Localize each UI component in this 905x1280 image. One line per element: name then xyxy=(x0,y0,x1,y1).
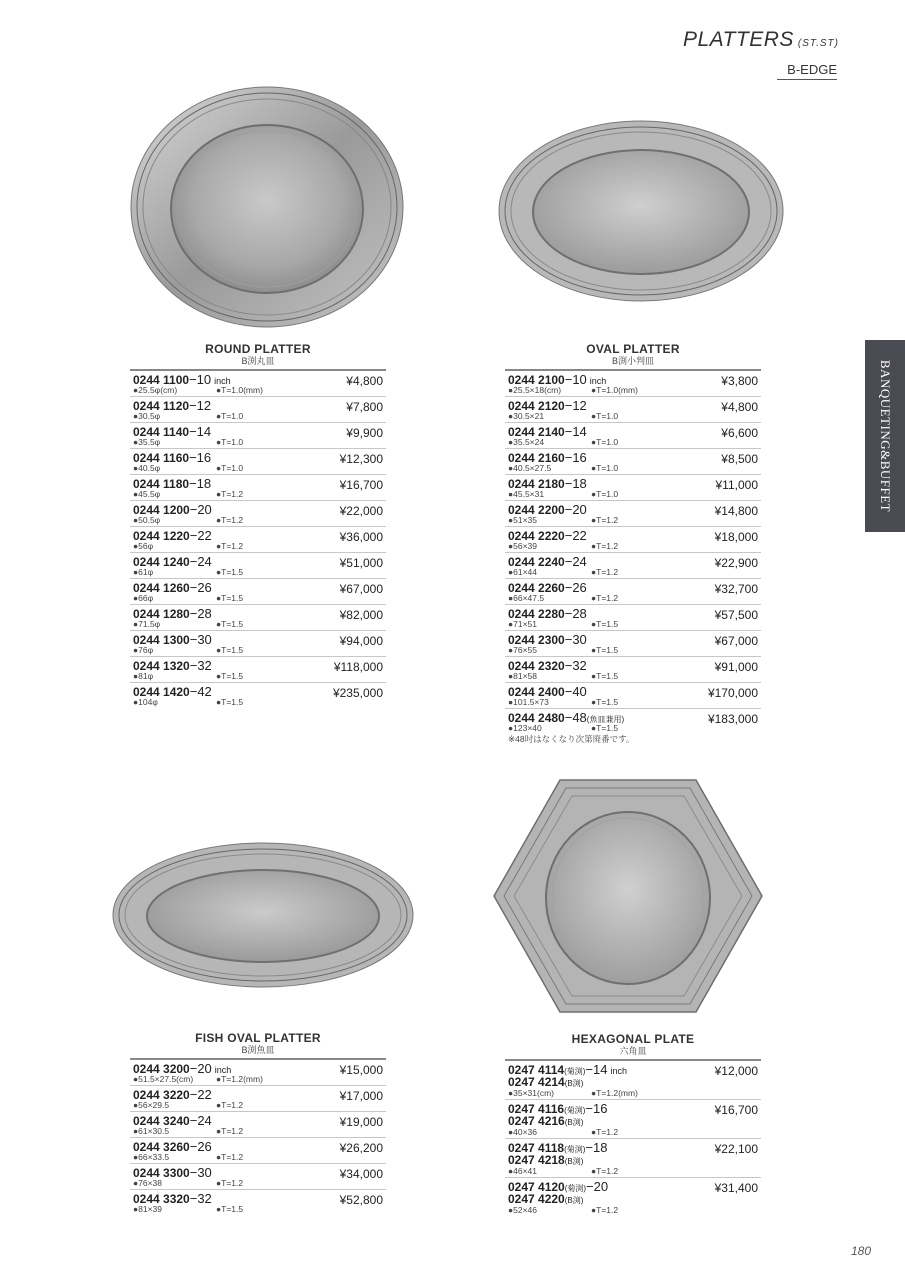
product-row[interactable] xyxy=(505,1100,761,1139)
product-row[interactable] xyxy=(505,475,761,501)
item-number: 0244 3240 xyxy=(133,1114,190,1128)
dimensions: ●81×58 xyxy=(508,671,538,681)
dimensions: ●56×39 xyxy=(508,541,538,551)
item-number: 0244 2300 xyxy=(508,633,565,647)
product-row[interactable] xyxy=(130,683,386,708)
rim-type: (菊渕) xyxy=(564,1184,587,1193)
item-number: 0244 2220 xyxy=(508,529,565,543)
item-number: 0244 2400 xyxy=(508,685,565,699)
round-platter-image xyxy=(128,84,406,330)
product-row[interactable] xyxy=(505,605,761,631)
size-inch: −32 xyxy=(564,658,587,673)
rim-type: (菊渕) xyxy=(564,1145,586,1154)
unit-label: inch xyxy=(589,376,607,386)
thickness: ●T=1.2 xyxy=(591,541,619,551)
size-inch: −20 xyxy=(586,1179,609,1194)
dimensions: ●81φ xyxy=(133,671,154,681)
price: ¥18,000 xyxy=(714,530,758,544)
thickness: ●T=1.0 xyxy=(591,411,619,421)
dimensions: ●76×55 xyxy=(508,645,538,655)
price: ¥51,000 xyxy=(339,556,383,570)
dimensions: ●66×47.5 xyxy=(508,593,545,603)
size-inch: −14 xyxy=(564,424,587,439)
item-number: 0244 2200 xyxy=(508,503,565,517)
dimensions: ●66×33.5 xyxy=(133,1152,170,1162)
product-row[interactable] xyxy=(130,423,386,449)
price: ¥22,100 xyxy=(714,1142,758,1156)
price: ¥118,000 xyxy=(333,660,383,674)
dimensions: ●25.5×18(cm) xyxy=(508,385,562,395)
dimensions: ●51.5×27.5(cm) xyxy=(133,1074,194,1084)
size-inch: −30 xyxy=(189,1165,212,1180)
price: ¥19,000 xyxy=(339,1115,383,1129)
product-row[interactable] xyxy=(505,371,761,397)
price: ¥91,000 xyxy=(714,660,758,674)
size-inch: −30 xyxy=(564,632,587,647)
fish-oval-platter-image xyxy=(110,840,416,990)
size-inch: −18 xyxy=(585,1140,608,1155)
size-inch: −24 xyxy=(564,554,587,569)
page-number: 180 xyxy=(850,1244,871,1258)
price: ¥235,000 xyxy=(332,686,383,700)
size-inch: −14 xyxy=(585,1062,608,1077)
price: ¥12,000 xyxy=(714,1064,758,1078)
size-inch: −20 xyxy=(564,502,587,517)
size-inch: −22 xyxy=(189,528,212,543)
rim-type-alt: (B渕) xyxy=(564,1079,584,1088)
thickness: ●T=1.5 xyxy=(216,671,244,681)
thickness: ●T=1.5 xyxy=(216,619,244,629)
price: ¥4,800 xyxy=(346,374,383,388)
product-row[interactable] xyxy=(130,1190,386,1215)
product-row[interactable] xyxy=(505,1139,761,1178)
hexagonal-plate-image xyxy=(492,776,764,1016)
thickness: ●T=1.0(mm) xyxy=(591,385,638,395)
thickness: ●T=1.5 xyxy=(216,697,244,707)
section-title: OVAL PLATTER xyxy=(586,342,680,356)
thickness: ●T=1.5 xyxy=(216,567,244,577)
item-number: 0244 2120 xyxy=(508,399,565,413)
dimensions: ●35.5×24 xyxy=(508,437,545,447)
price: ¥82,000 xyxy=(339,608,383,622)
section-title: FISH OVAL PLATTER xyxy=(195,1031,321,1045)
product-row[interactable] xyxy=(505,501,761,527)
price: ¥22,900 xyxy=(714,556,758,570)
dimensions: ●66φ xyxy=(133,593,154,603)
dimensions: ●51×35 xyxy=(508,515,538,525)
product-row[interactable] xyxy=(505,1178,761,1216)
section-title: ROUND PLATTER xyxy=(205,342,311,356)
product-list xyxy=(130,371,386,708)
page-subtitle: B-EDGE xyxy=(777,62,837,80)
dimensions: ●52×46 xyxy=(508,1205,538,1215)
product-row[interactable] xyxy=(130,553,386,579)
item-number: 0244 1260 xyxy=(133,581,190,595)
product-row[interactable] xyxy=(505,527,761,553)
thickness: ●T=1.0 xyxy=(216,437,244,447)
section-subtitle: 六角皿 xyxy=(505,1046,761,1061)
thickness: ●T=1.2 xyxy=(591,1205,619,1215)
round-platter-section xyxy=(130,343,386,708)
size-inch: −12 xyxy=(564,398,587,413)
size-inch: −16 xyxy=(564,450,587,465)
section-subtitle: B渕丸皿 xyxy=(130,356,386,371)
price: ¥3,800 xyxy=(721,374,758,388)
size-inch: −10 xyxy=(189,372,212,387)
thickness: ●T=1.5 xyxy=(591,619,619,629)
product-row[interactable] xyxy=(505,709,761,734)
dimensions: ●46×41 xyxy=(508,1166,538,1176)
thickness: ●T=1.5 xyxy=(216,645,244,655)
dimensions: ●71×51 xyxy=(508,619,538,629)
page-title-text: PLATTERS xyxy=(682,28,794,51)
size-inch: −10 xyxy=(564,372,587,387)
item-number: 0244 2180 xyxy=(508,477,565,491)
product-row[interactable] xyxy=(505,423,761,449)
thickness: ●T=1.5 xyxy=(591,645,619,655)
product-row[interactable] xyxy=(505,553,761,579)
dimensions: ●61×30.5 xyxy=(133,1126,170,1136)
price: ¥67,000 xyxy=(714,634,758,648)
item-number: 0244 2280 xyxy=(508,607,565,621)
item-number: 0244 2140 xyxy=(508,425,565,439)
dimensions: ●61φ xyxy=(133,567,154,577)
item-number: 0244 1300 xyxy=(133,633,190,647)
dimensions: ●101.5×73 xyxy=(508,697,549,707)
item-number: 0244 3260 xyxy=(133,1140,190,1154)
price: ¥34,000 xyxy=(339,1167,383,1181)
product-row[interactable] xyxy=(505,631,761,657)
unit-label: inch xyxy=(214,376,231,386)
product-row[interactable] xyxy=(505,579,761,605)
product-row[interactable] xyxy=(130,527,386,553)
thickness: ●T=1.0(mm) xyxy=(216,385,263,395)
price: ¥16,700 xyxy=(714,1103,758,1117)
dimensions: ●56×29.5 xyxy=(133,1100,170,1110)
item-number: 0244 1160 xyxy=(133,451,190,465)
thickness: ●T=1.2 xyxy=(216,489,244,499)
hexagonal-plate-section xyxy=(505,1033,761,1216)
dimensions: ●61×44 xyxy=(508,567,538,577)
product-row[interactable] xyxy=(505,1061,761,1100)
size-inch: −42 xyxy=(189,684,212,699)
item-number: 0244 2160 xyxy=(508,451,565,465)
price: ¥14,800 xyxy=(714,504,758,518)
item-number-alt: 0247 4218 xyxy=(508,1153,565,1167)
page-title-sub: (ST.ST) xyxy=(797,38,839,49)
size-inch: −26 xyxy=(564,580,587,595)
item-number-alt: 0247 4220 xyxy=(508,1192,565,1206)
thickness: ●T=1.2 xyxy=(216,541,244,551)
price: ¥22,000 xyxy=(339,504,383,518)
section-subtitle: B渕魚皿 xyxy=(130,1045,386,1060)
item-number: 0244 2100 xyxy=(508,373,565,387)
dimensions: ●123×40 xyxy=(508,723,542,733)
discontinued-note: ※48吋はなくなり次第廃番です。 xyxy=(508,734,635,744)
item-number: 0244 3200 xyxy=(133,1062,190,1076)
product-row[interactable] xyxy=(130,449,386,475)
product-row[interactable] xyxy=(130,1060,386,1086)
item-number: 0244 1200 xyxy=(133,503,190,517)
thickness: ●T=1.2(mm) xyxy=(591,1088,638,1098)
price: ¥11,000 xyxy=(715,478,758,492)
price: ¥7,800 xyxy=(346,400,383,414)
product-row[interactable] xyxy=(130,371,386,397)
product-row[interactable] xyxy=(505,397,761,423)
item-number: 0247 4120 xyxy=(508,1180,565,1194)
product-list xyxy=(505,1061,761,1216)
price: ¥170,000 xyxy=(707,686,758,700)
item-number: 0244 3320 xyxy=(133,1192,190,1206)
thickness: ●T=1.5 xyxy=(591,671,619,681)
size-inch: −48 xyxy=(564,710,587,725)
product-row[interactable] xyxy=(130,397,386,423)
product-row[interactable] xyxy=(130,579,386,605)
thickness: ●T=1.5 xyxy=(591,697,619,707)
dimensions: ●56φ xyxy=(133,541,154,551)
price: ¥12,300 xyxy=(339,452,383,466)
thickness: ●T=1.2 xyxy=(591,593,619,603)
product-code-alt xyxy=(508,1192,583,1206)
size-inch: −24 xyxy=(189,554,212,569)
thickness: ●T=1.0 xyxy=(216,463,244,473)
thickness: ●T=1.2 xyxy=(216,1178,244,1188)
item-number: 0247 4114 xyxy=(508,1063,565,1077)
usage-note: (魚皿兼用) xyxy=(586,715,625,724)
item-number: 0244 2480 xyxy=(508,711,565,725)
product-row[interactable] xyxy=(505,657,761,683)
thickness: ●T=1.2 xyxy=(216,1100,244,1110)
size-inch: −30 xyxy=(189,632,212,647)
product-row[interactable] xyxy=(130,501,386,527)
size-inch: −18 xyxy=(564,476,587,491)
item-number: 0244 2240 xyxy=(508,555,565,569)
product-row[interactable] xyxy=(130,1086,386,1112)
side-category-tab[interactable] xyxy=(865,340,905,532)
item-number-alt: 0247 4216 xyxy=(508,1114,565,1128)
thickness: ●T=1.5 xyxy=(216,1204,244,1214)
dimensions: ●40.5×27.5 xyxy=(508,463,552,473)
thickness: ●T=1.0 xyxy=(591,463,619,473)
item-number-alt: 0247 4214 xyxy=(508,1075,565,1089)
size-inch: −20 xyxy=(189,1061,212,1076)
rim-type: (菊渕) xyxy=(564,1106,586,1115)
price: ¥31,400 xyxy=(714,1181,758,1195)
item-number: 0244 1320 xyxy=(133,659,190,673)
size-inch: −16 xyxy=(585,1101,608,1116)
thickness: ●T=1.0 xyxy=(591,437,619,447)
fish-oval-platter-section xyxy=(130,1032,386,1215)
item-number: 0244 1280 xyxy=(133,607,190,621)
size-inch: −22 xyxy=(189,1087,212,1102)
dimensions: ●30.5φ xyxy=(133,411,161,421)
product-list xyxy=(130,1060,386,1215)
thickness: ●T=1.5 xyxy=(591,723,619,733)
page-title xyxy=(683,28,839,52)
product-row[interactable] xyxy=(505,449,761,475)
item-number: 0244 1220 xyxy=(133,529,190,543)
product-row[interactable] xyxy=(130,1112,386,1138)
thickness: ●T=1.0 xyxy=(216,411,244,421)
price: ¥16,700 xyxy=(339,478,383,492)
dimensions: ●76φ xyxy=(133,645,154,655)
product-code-alt xyxy=(508,1114,583,1128)
thickness: ●T=1.2 xyxy=(591,515,619,525)
size-inch: −12 xyxy=(189,398,212,413)
section-subtitle: B渕小判皿 xyxy=(505,356,761,371)
price: ¥4,800 xyxy=(721,400,758,414)
dimensions: ●76×38 xyxy=(133,1178,163,1188)
item-number: 0244 2320 xyxy=(508,659,565,673)
rim-type-alt: (B渕) xyxy=(564,1157,584,1166)
item-number: 0244 1140 xyxy=(133,425,190,439)
dimensions: ●104φ xyxy=(133,697,158,707)
item-number: 0247 4118 xyxy=(508,1141,565,1155)
size-inch: −24 xyxy=(189,1113,212,1128)
item-number: 0244 1180 xyxy=(133,477,190,491)
product-code-alt xyxy=(508,1153,583,1167)
dimensions: ●30.5×21 xyxy=(508,411,545,421)
product-row[interactable] xyxy=(130,1138,386,1164)
dimensions: ●50.5φ xyxy=(133,515,161,525)
dimensions: ●40×36 xyxy=(508,1127,538,1137)
price: ¥15,000 xyxy=(339,1063,383,1077)
dimensions: ●81×39 xyxy=(133,1204,163,1214)
size-inch: −26 xyxy=(189,580,212,595)
price: ¥36,000 xyxy=(339,530,383,544)
product-row[interactable] xyxy=(130,1164,386,1190)
price: ¥32,700 xyxy=(714,582,758,596)
thickness: ●T=1.2 xyxy=(216,1152,244,1162)
price: ¥94,000 xyxy=(339,634,383,648)
size-inch: −22 xyxy=(564,528,587,543)
thickness: ●T=1.2 xyxy=(591,1127,619,1137)
product-row[interactable] xyxy=(130,475,386,501)
price: ¥8,500 xyxy=(721,452,758,466)
rim-type-alt: (B渕) xyxy=(564,1118,584,1127)
size-inch: −32 xyxy=(189,1191,212,1206)
item-number: 0244 1120 xyxy=(133,399,190,413)
product-row[interactable] xyxy=(130,657,386,683)
price: ¥17,000 xyxy=(339,1089,383,1103)
price: ¥183,000 xyxy=(707,712,758,726)
rim-type: (菊渕) xyxy=(564,1067,586,1076)
product-row[interactable] xyxy=(130,631,386,657)
thickness: ●T=1.2(mm) xyxy=(216,1074,263,1084)
dimensions: ●25.5φ(cm) xyxy=(133,385,178,395)
dimensions: ●45.5φ xyxy=(133,489,161,499)
product-list xyxy=(505,371,761,734)
size-inch: −40 xyxy=(564,684,587,699)
thickness: ●T=1.2 xyxy=(216,1126,244,1136)
item-number: 0244 3300 xyxy=(133,1166,190,1180)
size-inch: −28 xyxy=(189,606,212,621)
thickness: ●T=1.0 xyxy=(591,489,619,499)
product-row[interactable] xyxy=(505,683,761,709)
product-row[interactable] xyxy=(130,605,386,631)
item-number: 0244 1420 xyxy=(133,685,190,699)
item-number: 0247 4116 xyxy=(508,1102,565,1116)
thickness: ●T=1.2 xyxy=(591,1166,619,1176)
dimensions: ●35.5φ xyxy=(133,437,161,447)
oval-platter-image xyxy=(496,116,786,306)
item-number: 0244 2260 xyxy=(508,581,565,595)
item-number: 0244 1240 xyxy=(133,555,190,569)
rim-type-alt: (B渕) xyxy=(564,1196,584,1205)
price: ¥52,800 xyxy=(339,1193,383,1207)
size-inch: −20 xyxy=(189,502,212,517)
thickness: ●T=1.5 xyxy=(216,593,244,603)
size-inch: −14 xyxy=(189,424,212,439)
item-number: 0244 3220 xyxy=(133,1088,190,1102)
price: ¥9,900 xyxy=(346,426,383,440)
thickness: ●T=1.2 xyxy=(216,515,244,525)
size-inch: −32 xyxy=(189,658,212,673)
price: ¥57,500 xyxy=(714,608,758,622)
dimensions: ●40.5φ xyxy=(133,463,161,473)
thickness: ●T=1.2 xyxy=(591,567,619,577)
dimensions: ●71.5φ xyxy=(133,619,161,629)
size-inch: −26 xyxy=(189,1139,212,1154)
dimensions: ●45.5×31 xyxy=(508,489,545,499)
dimensions: ●35×31(cm) xyxy=(508,1088,554,1098)
price: ¥67,000 xyxy=(339,582,383,596)
oval-platter-section xyxy=(505,343,761,745)
section-title: HEXAGONAL PLATE xyxy=(571,1032,695,1046)
size-inch: −16 xyxy=(189,450,212,465)
unit-label: inch xyxy=(214,1065,232,1075)
unit-label: inch xyxy=(610,1066,627,1076)
size-inch: −28 xyxy=(564,606,587,621)
price: ¥26,200 xyxy=(339,1141,383,1155)
product-code-alt xyxy=(508,1075,583,1089)
side-category-label: BANQUETING&BUFFET xyxy=(878,359,893,513)
price: ¥6,600 xyxy=(721,426,758,440)
size-inch: −18 xyxy=(189,476,212,491)
item-number: 0244 1100 xyxy=(133,373,190,387)
